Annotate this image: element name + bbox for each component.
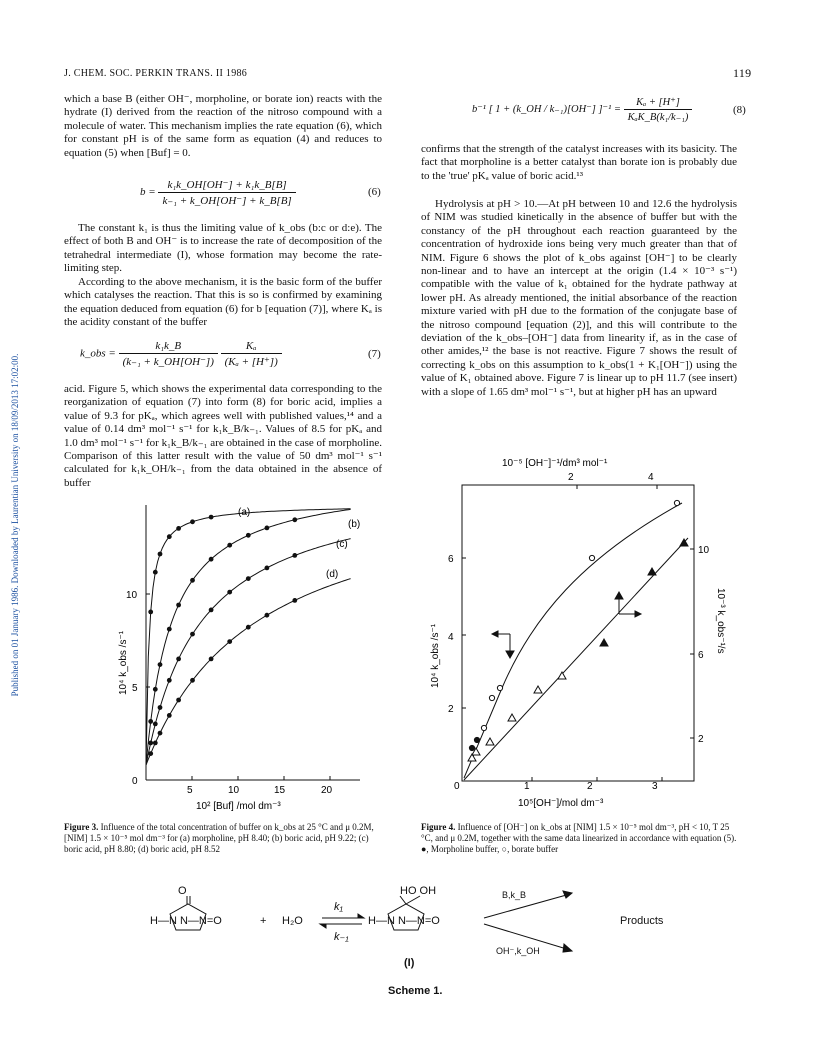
- figure-3-point: [190, 578, 195, 583]
- figure-3-point: [148, 610, 153, 615]
- figure-4-triangle: [486, 738, 494, 745]
- figure-3-curve-label-c: (c): [336, 539, 348, 550]
- figure-4-caption: Figure 4. Influence of [OH⁻] on k_obs at [NIM] 1.5 × 10⁻⁵ mol dm⁻³, pH < 10, T 25 °C, and μ 0.2M, together with the same data linearized in accordance with equation (5). ●, Morpholine buffer, ○, borate buffer: [421, 822, 737, 854]
- figure-3-point: [227, 590, 232, 595]
- figure-3-point: [190, 632, 195, 637]
- figure-4-point: [474, 737, 479, 742]
- figure-3-point: [292, 598, 297, 603]
- figure-3-point: [292, 553, 297, 558]
- figure-3-point: [227, 543, 232, 548]
- equation-8: b⁻¹ [ 1 + (k_OH / k₋₁)[OH⁻] ]⁻¹ = $\frac{\text{Kₐ + [H⁺]}}{\text{KₐK\_B(k₁/k₋₁)}}$: [472, 96, 692, 123]
- figure-3-x-tick: 10: [228, 785, 240, 796]
- right-paragraph-1: confirms that the strength of the catalyst increases with its basicity. The fact that morpholine is a better catalyst than borate ion is probably due to the 'true' pKₐ value of boric acid.¹³: [421, 143, 737, 182]
- scheme-caption: Scheme 1.: [388, 985, 443, 997]
- figure-3-x-tick: 15: [274, 785, 286, 796]
- scheme-1: [130, 880, 730, 1010]
- figure-4-x-tick: 3: [652, 781, 658, 792]
- figure-3-point: [176, 603, 181, 608]
- page-number: 119: [733, 66, 752, 80]
- scheme-hydroxide-rate: OH⁻,k_OH: [496, 946, 540, 956]
- figure-3-y-label: 10⁴ k_obs /s⁻¹: [118, 630, 129, 695]
- left-paragraph-1: which a base B (either OH⁻, morpholine, or borate ion) reacts with the hydrate (I) derived from the reaction of the nitroso compound with a molecule of water. This mechanism implies the rate equation (6), which for constant pH is of the same form as equation (4) and reduces to equation (5) when [Buf] = 0.: [64, 93, 382, 159]
- figure-4-right-y-label: 10⁻³ k_obs⁻¹/s: [715, 588, 726, 654]
- figure-3-point: [265, 526, 270, 531]
- figure-3-point: [158, 552, 163, 557]
- figure-4-point: [497, 685, 502, 690]
- figure-4-x-tick: 2: [587, 781, 593, 792]
- figure-3-point: [265, 613, 270, 618]
- figure-3-point: [153, 570, 158, 575]
- figure-3-x-tick: 20: [321, 785, 333, 796]
- figure-3-point: [148, 751, 153, 756]
- figure-4-point: [589, 555, 594, 560]
- figure-3-x-label: 10² [Buf] /mol dm⁻³: [196, 801, 281, 812]
- figure-3-curve-label-a: (a): [238, 507, 251, 518]
- figure-3-curve-label-d: (d): [326, 569, 339, 580]
- figure-4-triangle: [508, 714, 516, 721]
- scheme-k1: k₁: [334, 901, 343, 913]
- figure-3-point: [167, 627, 172, 632]
- scheme-hydrate-label: (I): [404, 957, 415, 969]
- scheme-k-minus-1: k₋₁: [334, 931, 349, 943]
- figure-3-point: [158, 731, 163, 736]
- figure-4-point: [674, 500, 679, 505]
- figure-4-x-tick: 0: [454, 781, 460, 792]
- scheme-water: H₂O: [282, 915, 303, 927]
- figure-4-axis-arrows: [492, 592, 641, 658]
- scheme-carbonyl-o: O: [178, 885, 187, 897]
- figure-3-point: [246, 576, 251, 581]
- figure-3-point: [148, 719, 153, 724]
- scheme-plus: +: [260, 915, 267, 927]
- figure-3-point: [148, 741, 153, 746]
- figure-3-point: [265, 566, 270, 571]
- figure-4-top-tick: 2: [568, 472, 574, 483]
- figure-4-curve: [464, 503, 682, 778]
- figure-3-point: [167, 678, 172, 683]
- figure-4-left-tick: 4: [448, 632, 454, 643]
- right-paragraph-2: Hydrolysis at pH > 10.—At pH between 10 and 12.6 the hydrolysis of NIM was studied kinetically in the absence of buffer but with the constancy of the pH throughout each reaction guaranteed by the concentration of hydroxide ions being very much greater than that of NIM. Figure 6 shows the plot of k_obs against [OH⁻] to be clearly non-linear and to have an intercept at the origin (1.4 × 10⁻³ s⁻¹) compatible with the value of k₁ obtained for the hydrate pathway at lower pH. As already mentioned, the initial absorbance of the reaction mixture varied with pH due to the formation of the conjugate base of the nitroso compound [equation (2)], and this will contribute to the deviation of the k_obs–[OH⁻] data from linearity if, as in the case of other amides,¹² the base is not reactive. Figure 7 shows the result of correcting k_obs on this assumption to k_obs(1 + K₁[OH⁻]) using the value of K₁ obtained above. Figure 7 is linear up to pH 11.7 (see insert) with a slope of 1.65 dm³ mol⁻¹ s⁻¹, but at higher pH has an upward: [421, 198, 737, 398]
- figure-4-point: [489, 695, 494, 700]
- figure-4-left-y-label: 10⁴ k_obs /s⁻¹: [430, 623, 441, 688]
- equation-7-number: (7): [368, 348, 381, 360]
- figure-4-left-tick: 6: [448, 554, 454, 565]
- scheme-hydrate: H—N N—N=O: [368, 915, 440, 927]
- figure-3-point: [292, 517, 297, 522]
- scheme-nitroso-compound: H—N N—N=O: [150, 915, 222, 927]
- figure-4-right-tick: 2: [698, 734, 704, 745]
- download-stamp: Published on 01 January 1986. Downloaded by Laurentian University on 18/09/2013 17:02:00.: [10, 353, 20, 697]
- figure-3-point: [153, 687, 158, 692]
- equation-6: b = $\frac{\text{k₁k\_OH[OH⁻] + k₁k\_B[B]}}{\text{k₋₁ + k\_OH[OH⁻] + k\_B[B]}}$: [140, 178, 296, 207]
- figure-3-point: [158, 662, 163, 667]
- figure-4-point: [481, 725, 486, 730]
- left-paragraph-2: The constant k₁ is thus the limiting value of k_obs (b:c or d:e). The effect of both B and OH⁻ is to increase the rate of decomposition of the tetrahedral intermediate (I), whose formation may become the rate-limiting step.: [64, 222, 382, 275]
- figure-4-point: [469, 745, 474, 750]
- figure-3-point: [176, 657, 181, 662]
- figure-4-triangle: [648, 568, 656, 575]
- figure-3-point: [190, 519, 195, 524]
- figure-4-triangle: [558, 672, 566, 679]
- figure-4-x-tick: 1: [524, 781, 530, 792]
- scheme-products: Products: [620, 915, 664, 927]
- figure-3-curve: [146, 579, 351, 766]
- figure-3-curve-label-b: (b): [348, 519, 361, 530]
- figure-3-point: [176, 526, 181, 531]
- figure-3-point: [167, 534, 172, 539]
- figure-3-point: [153, 741, 158, 746]
- figure-3-point: [209, 515, 214, 520]
- figure-3-point: [167, 713, 172, 718]
- figure-3-point: [227, 639, 232, 644]
- figure-3-point: [246, 625, 251, 630]
- figure-3-curve: [146, 539, 351, 766]
- journal-header: J. CHEM. SOC. PERKIN TRANS. II 1986: [64, 68, 248, 79]
- figure-4-plot: [412, 448, 752, 814]
- figure-4-right-tick: 6: [698, 650, 704, 661]
- figure-4-right-tick: 10: [698, 545, 710, 556]
- figure-4-top-tick: 4: [648, 472, 654, 483]
- scheme-hydrate-oh: HO OH: [400, 885, 437, 897]
- figure-3-point: [158, 705, 163, 710]
- scheme-base-rate: B,k_B: [502, 890, 527, 900]
- figure-4-left-tick: 2: [448, 704, 454, 715]
- equation-7: k_obs = $\frac{\text{k₁k\_B}}{\text{(k₋₁ + k\_OH[OH⁻])}}$ $\frac{\text{Kₐ}}{\text{(Kₐ + [H⁺])}}$: [80, 340, 282, 368]
- figure-3-point: [176, 698, 181, 703]
- figure-4-triangle: [534, 686, 542, 693]
- figure-4-triangle: [680, 539, 688, 546]
- figure-3-caption: Figure 3. Influence of the total concentration of buffer on k_obs at 25 °C and μ 0.2M, [NIM] 1.5 × 10⁻⁵ mol dm⁻³ for (a) morpholine, pH 8.40; (b) boric acid, pH 9.22; (c) boric acid, pH 8.80; (d) boric acid, pH 8.52: [64, 822, 374, 854]
- figure-3-y-tick: 5: [132, 683, 138, 694]
- figure-4-triangle: [600, 639, 608, 646]
- left-paragraph-3: According to the above mechanism, it is the basic form of the buffer which catalyses the reaction. That this is so is confirmed by examining the equation deduced from equation (6) for b [equation (7)], where Kₐ is the acidity constant of the buffer: [64, 276, 382, 329]
- figure-3-point: [246, 533, 251, 538]
- figure-3-y-tick: 0: [132, 776, 138, 787]
- figure-3-point: [209, 608, 214, 613]
- equation-8-number: (8): [733, 104, 746, 116]
- figure-3-y-tick: 10: [126, 590, 138, 601]
- figure-3-point: [209, 557, 214, 562]
- figure-3-point: [153, 722, 158, 727]
- figure-4-x-label: 10⁵[OH⁻]/mol dm⁻³: [518, 798, 604, 809]
- equation-6-number: (6): [368, 186, 381, 198]
- figure-3-curve: [146, 509, 351, 765]
- figure-4-top-axis-label: 10⁻⁵ [OH⁻]⁻¹/dm³ mol⁻¹: [502, 458, 608, 469]
- figure-3-point: [190, 678, 195, 683]
- figure-3-plot: [60, 495, 400, 815]
- figure-3-x-tick: 5: [187, 785, 193, 796]
- figure-3-point: [209, 657, 214, 662]
- left-paragraph-4: acid. Figure 5, which shows the experimental data corresponding to the reorganization of equation (7) into form (8) for boric acid, implies a value of 9.3 for pKₐ, which agrees well with published values,¹⁴ and a value of 0.14 dm³ mol⁻¹ s⁻¹ for k₁k_B/k₋₁. Values of 8.5 for pKₐ and 1.0 dm³ mol⁻¹ s⁻¹ for k₁k_B/k₋₁ are obtained in the case of morpholine. Comparison of this latter result with the value of 50 dm³ mol⁻¹ s⁻¹ calculated for k₁k_OH/k₋₁ from the data obtained in the absence of buffer: [64, 383, 382, 489]
